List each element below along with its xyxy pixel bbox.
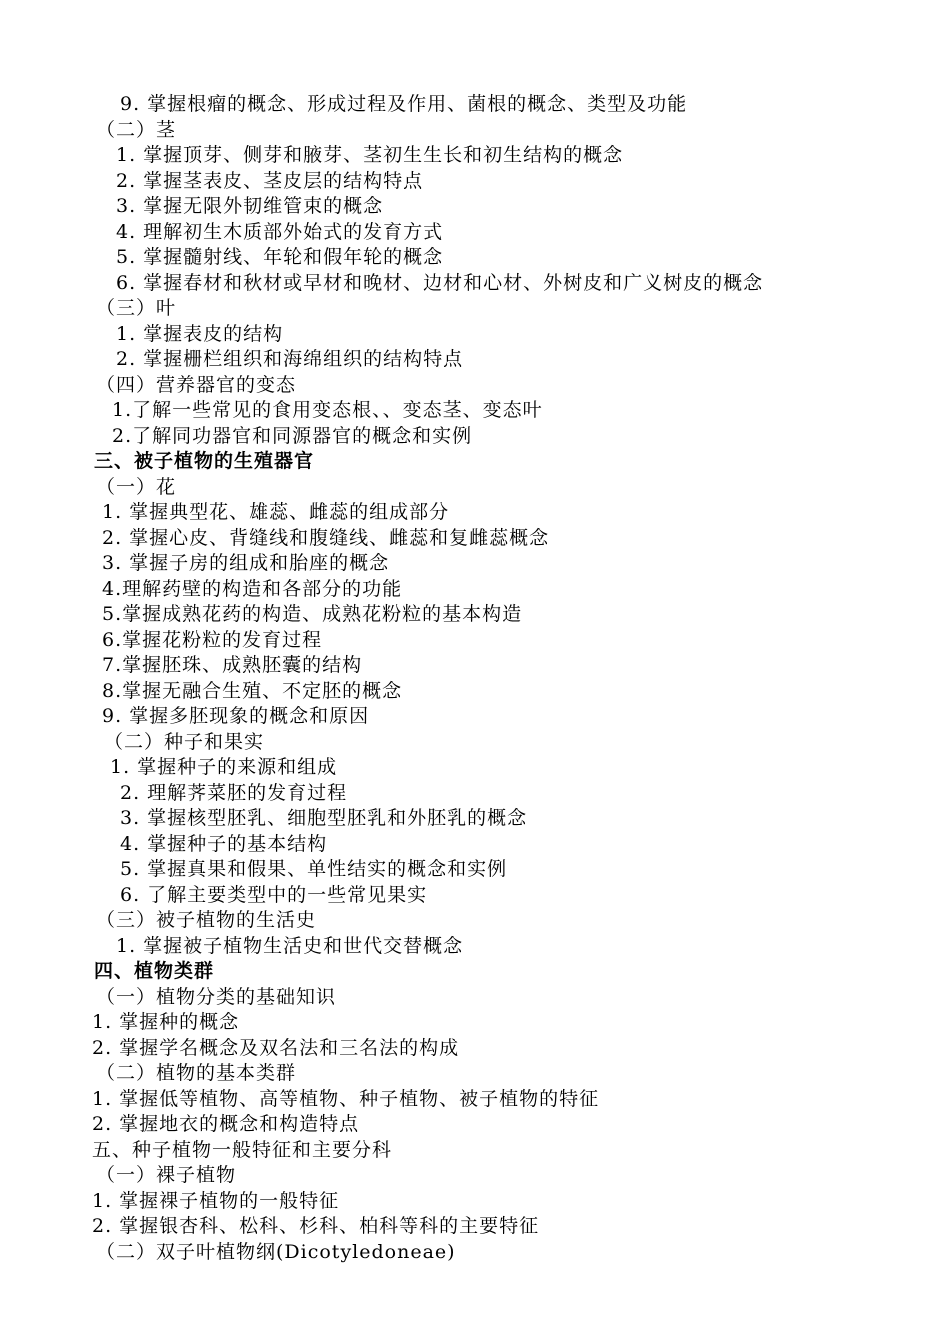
document-page [0,92,950,1265]
text-line: （四）营养器官的变态 [96,373,297,396]
text-line: 2. 掌握栅栏组织和海绵组织的结构特点 [116,348,464,370]
text-line: 4. 掌握种子的基本结构 [120,832,328,855]
text-line: 3. 掌握核型胚乳、细胞型胚乳和外胚乳的概念 [120,807,528,829]
text-line: 3. 掌握无限外韧维管束的概念 [116,195,384,217]
text-line: （一）植物分类的基础知识 [96,985,337,1008]
text-line: 2. 掌握心皮、背缝线和腹缝线、雌蕊和复雌蕊概念 [102,526,550,549]
text-line: 1. 掌握裸子植物的一般特征 [92,1189,340,1212]
text-line: 2. 掌握茎表皮、茎皮层的结构特点 [116,169,424,192]
text-line: 1. 掌握种子的来源和组成 [110,756,338,778]
text-line: 2. 掌握地衣的概念和构造特点 [92,1113,360,1135]
text-line: 6. 了解主要类型中的一些常见果实 [120,883,428,906]
text-line: 1. 掌握表皮的结构 [116,322,284,345]
text-line: （二）植物的基本类群 [96,1062,297,1084]
text-line: 8.掌握无融合生殖、不定胚的概念 [102,679,403,702]
text-line: 1. 掌握顶芽、侧芽和腋芽、茎初生生长和初生结构的概念 [116,144,624,166]
text-line: （一）花 [96,475,177,498]
text-line: 2.了解同功器官和同源器官的概念和实例 [112,424,473,447]
text-line: （二）茎 [96,118,177,141]
text-line: 6. 掌握春材和秋材或早材和晚材、边材和心材、外树皮和广义树皮的概念 [116,271,764,294]
text-line: （二）双子叶植物纲(Dicotyledoneae) [96,1240,456,1263]
text-line: 1.了解一些常见的食用变态根、、变态茎、变态叶 [112,399,543,421]
text-line: 9. 掌握根瘤的概念、形成过程及作用、菌根的概念、类型及功能 [120,93,688,115]
text-line: 2. 掌握银杏科、松科、杉科、柏科等科的主要特征 [92,1215,540,1237]
section-heading: 四、植物类群 [94,960,215,982]
section-heading: 三、被子植物的生殖器官 [94,450,315,472]
text-line: 9. 掌握多胚现象的概念和原因 [102,705,370,727]
text-line: 5. 掌握髓射线、年轮和假年轮的概念 [116,246,444,268]
text-line: （一）裸子植物 [96,1164,237,1186]
text-line: 1. 掌握低等植物、高等植物、种子植物、被子植物的特征 [92,1087,600,1110]
text-line: 2. 理解荠菜胚的发育过程 [120,781,348,804]
text-line: 6.掌握花粉粒的发育过程 [102,628,323,651]
text-line: 2. 掌握学名概念及双名法和三名法的构成 [92,1036,460,1059]
text-line: （三）叶 [96,297,177,319]
text-line: 1. 掌握种的概念 [92,1011,240,1033]
text-line: 4. 理解初生木质部外始式的发育方式 [116,220,444,243]
text-line: （三）被子植物的生活史 [96,909,317,931]
text-line: 1. 掌握典型花、雄蕊、雌蕊的组成部分 [102,501,450,523]
text-line: 五、种子植物一般特征和主要分科 [92,1138,393,1161]
text-line: 7.掌握胚珠、成熟胚囊的结构 [102,654,363,676]
text-line: 5. 掌握真果和假果、单性结实的概念和实例 [120,858,508,880]
text-line: （二）种子和果实 [104,730,265,753]
text-line: 1. 掌握被子植物生活史和世代交替概念 [116,934,464,957]
text-line: 4.理解药壁的构造和各部分的功能 [102,577,403,600]
text-line: 3. 掌握子房的组成和胎座的概念 [102,552,390,574]
text-line: 5.掌握成熟花药的构造、成熟花粉粒的基本构造 [102,603,523,625]
